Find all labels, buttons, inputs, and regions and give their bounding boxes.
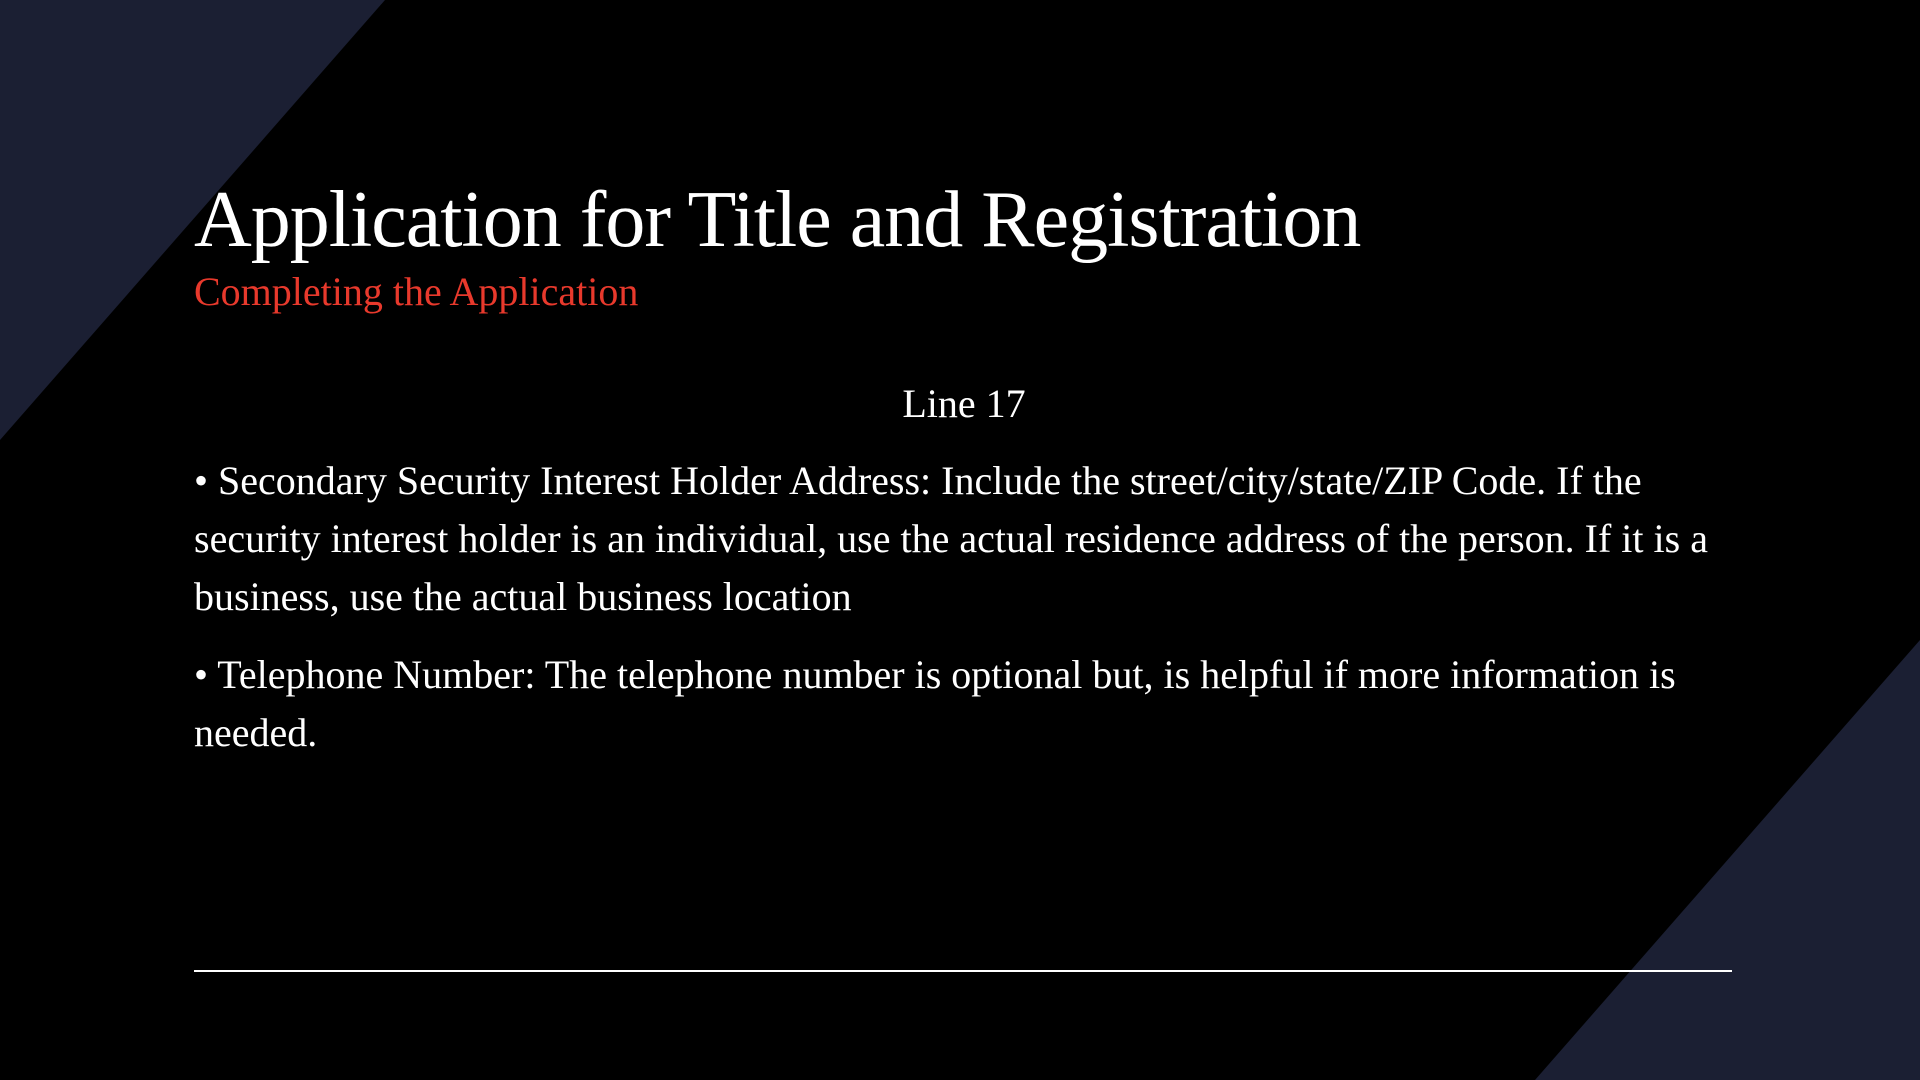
bullet-paragraph: • Telephone Number: The telephone number is optional but, is helpful if more information is needed. — [194, 652, 1676, 755]
slide-subtitle: Completing the Application — [194, 269, 639, 314]
bottom-divider — [194, 970, 1732, 972]
bullet-paragraph: • Secondary Security Interest Holder Address: Include the street/city/state/ZIP Code. If the security interest holder is an individual, use the actual residence address of the person. If it is a business, use the actual business location — [194, 458, 1708, 619]
slide-title: Application for Title and Registration — [194, 176, 1361, 264]
section-heading: Line 17 — [902, 381, 1026, 426]
